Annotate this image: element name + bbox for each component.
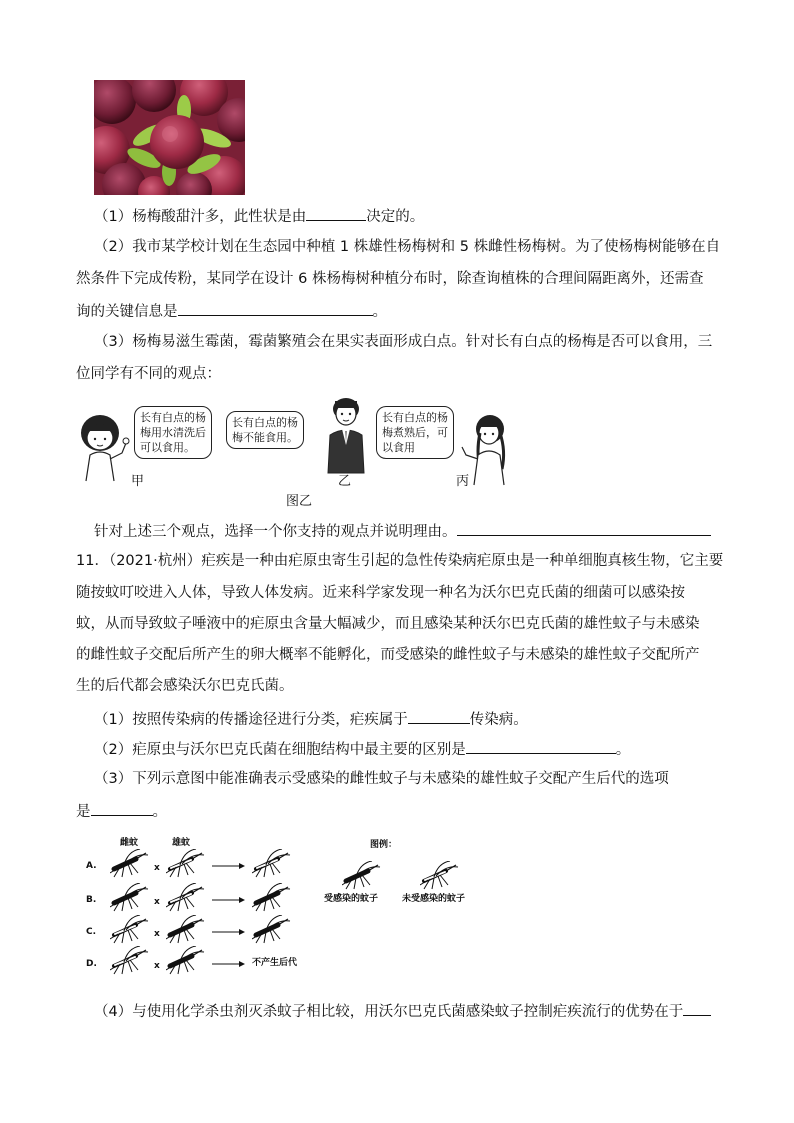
label-student-a: 甲 bbox=[131, 474, 145, 489]
row-c-offspring-infected bbox=[252, 915, 292, 945]
legend-uninfected-label: 未受感染的蚊子 bbox=[402, 894, 466, 904]
q10-sub1-end: 决定的。 bbox=[366, 209, 425, 225]
answer-blank[interactable] bbox=[683, 1000, 711, 1016]
speech-bubble-b: 长有白点的杨 梅不能食用。 bbox=[226, 411, 304, 449]
row-c-female-uninfected bbox=[110, 915, 150, 945]
q10-sub3-line2: 位同学有不同的观点： bbox=[76, 366, 221, 382]
row-d-arrow bbox=[210, 959, 250, 969]
legend-title: 图例： bbox=[370, 840, 398, 850]
q11-stem-line4: 的雌性蚊子交配后所产生的卵大概率不能孵化，而受感染的雌性蚊子与未感染的雄性蚊子交配所产 bbox=[76, 647, 700, 663]
row-d-female-uninfected bbox=[110, 946, 150, 976]
legend-infected-label: 受感染的蚊子 bbox=[324, 894, 379, 904]
answer-blank[interactable] bbox=[466, 738, 616, 754]
q11-sub1-text: （1）按照传染病的传播途径进行分类，疟疾属于 bbox=[94, 712, 408, 728]
q10-sub2-text: 询的关键信息是 bbox=[76, 304, 178, 320]
q11-stem-line3: 蚊，从而导致蚊子唾液中的疟原虫含量大幅减少，而且感染某种沃尔巴克氏菌的雄性蚊子与未感染 bbox=[76, 616, 700, 632]
cross-symbol: x bbox=[154, 929, 160, 939]
legend-uninfected-icon bbox=[420, 861, 460, 891]
speech-bubble-c: 长有白点的杨 梅煮熟后，可 以食用 bbox=[376, 406, 454, 459]
q11-sub2-text: （2）疟原虫与沃尔巴克氏菌在细胞结构中最主要的区别是 bbox=[94, 742, 466, 758]
row-c-arrow bbox=[210, 927, 250, 937]
answer-blank[interactable] bbox=[178, 300, 373, 316]
q11-sub3-line1: （3）下列示意图中能准确表示受感染的雌性蚊子与未感染的雄性蚊子交配产生后代的选项 bbox=[94, 771, 669, 787]
q10-sub3-question bbox=[94, 520, 711, 542]
row-a-male-uninfected bbox=[166, 849, 206, 879]
q11-sub3-line2 bbox=[76, 800, 167, 822]
cross-symbol: x bbox=[154, 897, 160, 907]
q11-sub3-end: 。 bbox=[152, 804, 167, 820]
q11-sub2 bbox=[94, 738, 630, 760]
answer-blank[interactable] bbox=[91, 800, 153, 816]
row-b-male-uninfected bbox=[166, 883, 206, 913]
answer-blank[interactable] bbox=[408, 708, 470, 724]
q11-sub2-end: 。 bbox=[615, 742, 631, 758]
q11-stem-line5: 生的后代都会感染沃尔巴克氏菌。 bbox=[76, 678, 294, 694]
q10-sub2-line3 bbox=[76, 300, 387, 322]
row-d-male-infected bbox=[166, 946, 206, 976]
row-b-offspring-infected bbox=[252, 883, 292, 913]
q10-sub1-text: （1）杨梅酸甜汁多，此性状是由 bbox=[94, 209, 307, 225]
row-a-arrow bbox=[210, 861, 250, 871]
option-d-label: D. bbox=[86, 959, 97, 969]
no-offspring-label: 不产生后代 bbox=[252, 958, 298, 968]
q10-sub2-line2: 然条件下完成传粉，某同学在设计 6 株杨梅树种植分布时，除查询植株的合理间隔距离外，还需查 bbox=[76, 271, 704, 287]
q11-sub3-text: 是 bbox=[76, 804, 91, 820]
figure-caption: 图乙 bbox=[286, 494, 313, 509]
header-female: 雌蚊 bbox=[120, 838, 139, 848]
option-c-label: C. bbox=[86, 927, 97, 937]
q10-sub3-text: 针对上述三个观点，选择一个你支持的观点并说明理由。 bbox=[94, 524, 457, 540]
row-b-arrow bbox=[210, 895, 250, 905]
student-a-illustration bbox=[76, 413, 136, 483]
header-male: 雄蚊 bbox=[172, 838, 191, 848]
mosquito-figure bbox=[80, 833, 500, 978]
cross-symbol: x bbox=[154, 961, 160, 971]
q11-stem-line1: 11．（2021·杭州）疟疾是一种由疟原虫寄生引起的急性传染病疟原虫是一种单细胞真核生物，它主要 bbox=[76, 553, 724, 569]
bayberry-photo bbox=[94, 80, 245, 195]
q10-sub2-end: 。 bbox=[372, 304, 387, 320]
answer-blank[interactable] bbox=[457, 520, 711, 536]
row-a-offspring-uninfected bbox=[252, 849, 292, 879]
legend-infected-icon bbox=[342, 861, 382, 891]
q11-sub1 bbox=[94, 708, 528, 730]
option-b-label: B. bbox=[86, 895, 97, 905]
q10-sub3-line1: （3）杨梅易滋生霉菌，霉菌繁殖会在果实表面形成白点。针对长有白点的杨梅是否可以食用，三 bbox=[94, 334, 713, 350]
q11-sub1-end: 传染病。 bbox=[469, 712, 528, 728]
q11-stem-line2: 随按蚊叮咬进入人体，导致人体发病。近来科学家发现一种名为沃尔巴克氏菌的细菌可以感染按 bbox=[76, 585, 685, 601]
row-c-male-infected bbox=[166, 915, 206, 945]
figure-students bbox=[76, 393, 516, 513]
q11-sub4 bbox=[94, 1000, 711, 1022]
q10-sub1 bbox=[94, 205, 424, 227]
speech-bubble-a: 长有白点的杨 梅用水清洗后 可以食用。 bbox=[134, 406, 212, 459]
row-b-female-infected bbox=[110, 883, 150, 913]
q11-sub4-text: （4）与使用化学杀虫剂灭杀蚊子相比较，用沃尔巴克氏菌感染蚊子控制疟疾流行的优势在于 bbox=[94, 1004, 684, 1020]
cross-symbol: x bbox=[154, 863, 160, 873]
label-student-c: 丙 bbox=[456, 474, 470, 489]
answer-blank[interactable] bbox=[306, 205, 366, 221]
row-a-female-infected bbox=[110, 849, 150, 879]
student-b-illustration bbox=[316, 395, 376, 475]
q10-sub2-line1: （2）我市某学校计划在生态园中种植 1 株雄性杨梅树和 5 株雌性杨梅树。为了使杨梅树能够在自 bbox=[94, 239, 721, 255]
option-a-label: A. bbox=[86, 861, 97, 871]
label-student-b: 乙 bbox=[338, 474, 352, 489]
